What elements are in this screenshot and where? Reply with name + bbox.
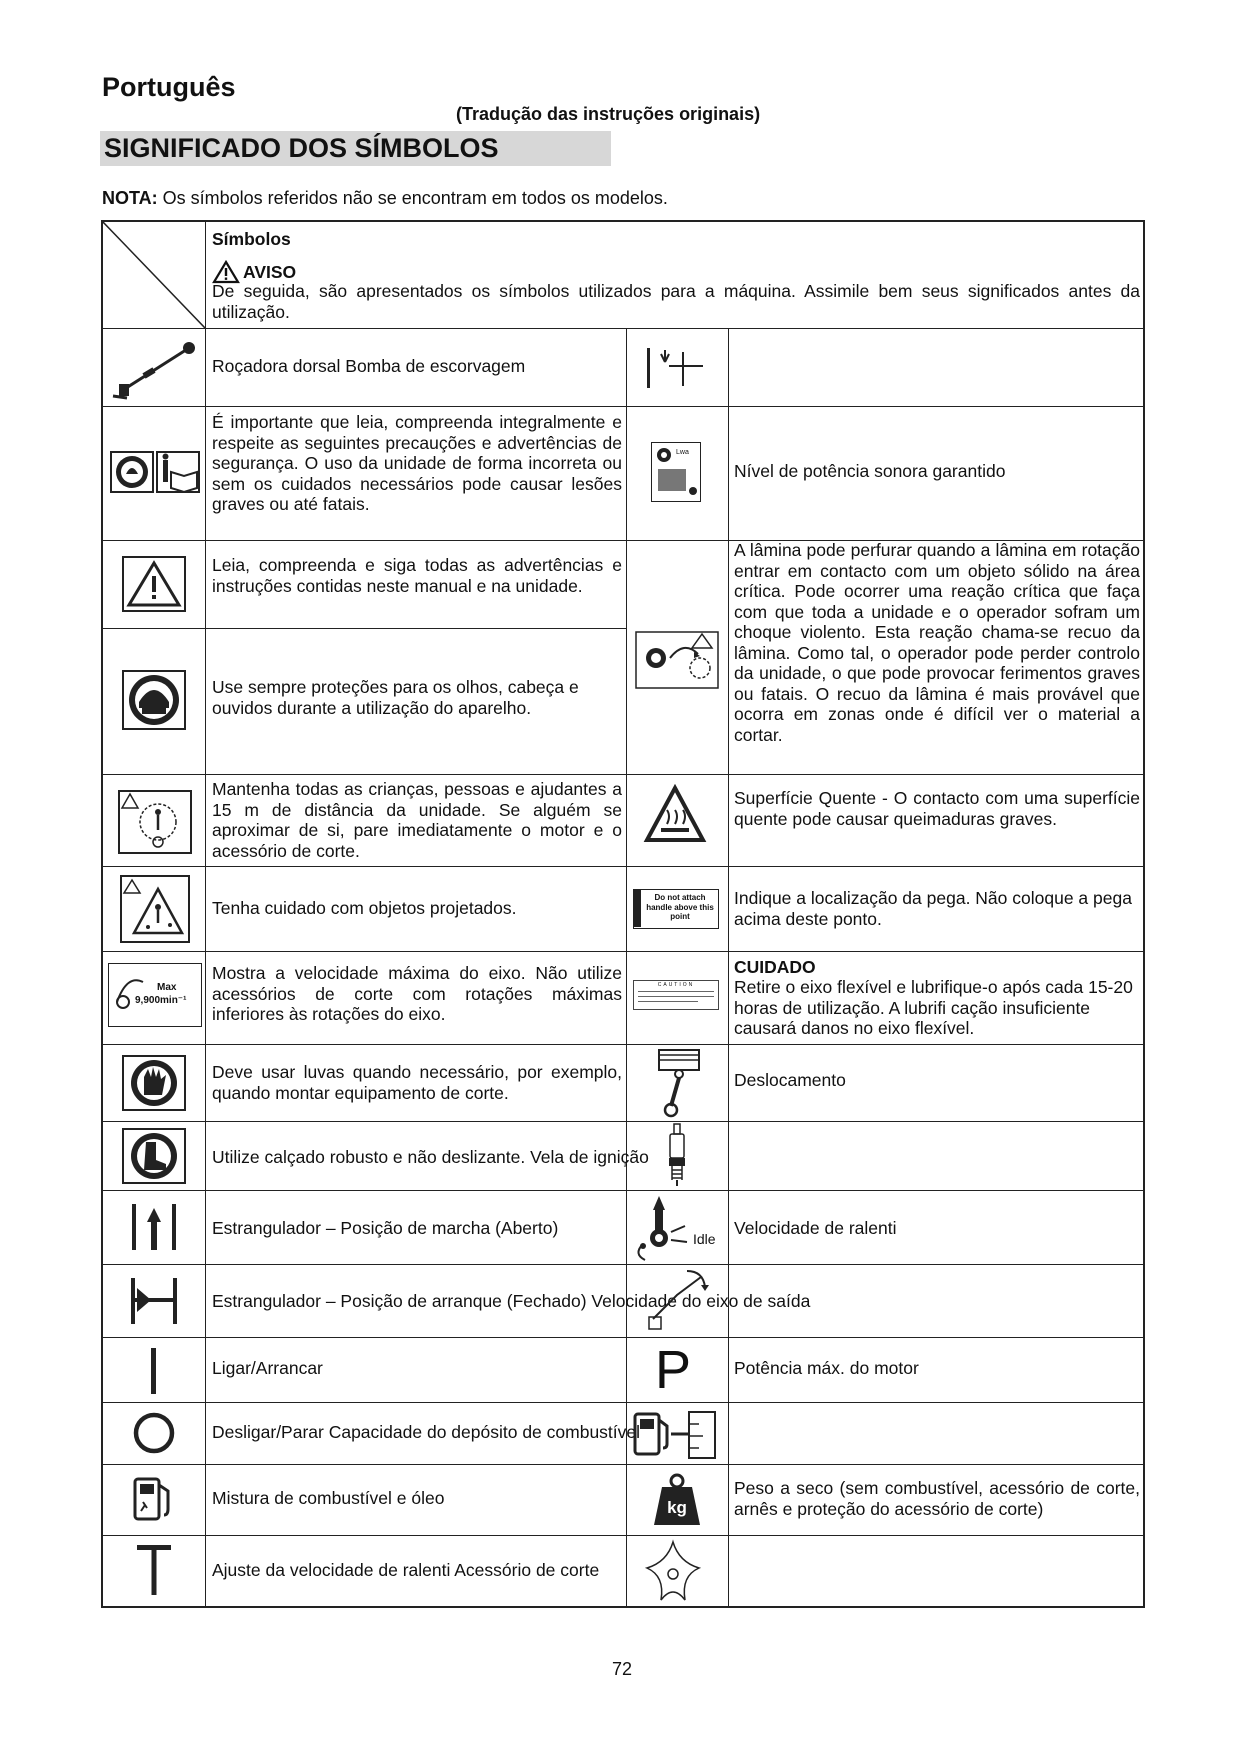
left-text-8: Deve usar luvas quando necessário, por exemplo, quando montar equipamento de corte. — [212, 1062, 622, 1103]
read-manual-icon — [109, 448, 201, 496]
handle-location-icon — [633, 889, 719, 929]
right-caution-label: CUIDADO — [734, 957, 816, 977]
caution-text: CAUTION — [657, 982, 695, 988]
lwa-label: Lwa — [676, 449, 689, 456]
note-label: NOTA: — [102, 188, 158, 208]
sound-level-block — [658, 469, 686, 491]
warning-triangle-icon — [122, 556, 186, 612]
idle-adjust-icon — [134, 1542, 174, 1598]
left-text-14: Mistura de combustível e óleo — [212, 1488, 445, 1508]
keep-distance-icon — [118, 790, 192, 854]
left-text-13: Desligar/Parar Capacidade do depósito de combustível — [212, 1422, 641, 1442]
thrown-objects-icon — [120, 875, 190, 943]
sound-badge-icon — [656, 447, 672, 463]
cutting-disc-icon — [113, 972, 147, 1012]
lubricate-label-icon — [633, 980, 719, 1010]
left-text-10: Estrangulador – Posição de marcha (Aberto) — [212, 1218, 559, 1238]
intro-text: De seguida, são apresentados os símbolos utilizados para a máquina. Assimile bem seus significados antes da utilização. — [212, 281, 1140, 322]
right-text-6: Retire o eixo flexível e lubrifique-o após cada 15-20 horas de utilização. A lubrifi cação insuficiente causará danos no eixo flexível. — [734, 977, 1133, 1038]
weight-kg-label: kg — [667, 1498, 687, 1517]
output-shaft-icon — [647, 1265, 711, 1335]
left-text-6: Tenha cuidado com objetos projetados. — [212, 898, 517, 918]
stop-icon — [132, 1410, 176, 1456]
left-text-3: Leia, compreenda e siga todas as advertências e instruções contidas neste manual e na unidade. — [212, 555, 622, 596]
left-text-9: Utilize calçado robusto e não deslizante. Vela de ignição — [212, 1147, 649, 1167]
left-text-15: Ajuste da velocidade de ralenti Acessório de corte — [212, 1560, 600, 1580]
right-text-4: Superfície Quente - O contacto com uma superfície quente pode causar queimaduras graves. — [734, 788, 1140, 829]
right-text-11: Potência máx. do motor — [734, 1358, 919, 1378]
right-text-3: A lâmina pode perfurar quando a lâmina em rotação entrar em contacto com um objeto sólido na área crítica. Pode ocorrer uma reação crítica que faça com que toda a unidade e o operador sofram um choque violento. Esta reação chama-se recuo da lâmina. Como tal, o operador pode perder controlo da unidade, o que pode provocar ferimentos graves ou fatais. O recuo da lâmina é mais provável que ocorra em zonas onde é difícil ver o material a cortar. — [734, 540, 1140, 745]
start-icon — [147, 1346, 161, 1396]
fuel-tank-capacity-icon — [631, 1408, 721, 1464]
handle-mark — [634, 890, 641, 927]
choke-closed-icon — [129, 1274, 179, 1328]
max-speed-icon — [108, 963, 202, 1027]
dba-icon — [688, 485, 698, 497]
head-protection-icon — [122, 670, 186, 730]
translation-note: (Tradução das instruções originais) — [456, 104, 761, 124]
left-text-2: É importante que leia, compreenda integralmente e respeite as seguintes precauções e advertências de segurança. O uso da unidade de forma incorreta ou sem os cuidados necessários pode causar lesões graves ou até fatais. — [212, 412, 622, 514]
gloves-icon — [122, 1055, 186, 1111]
right-text-7: Deslocamento — [734, 1070, 846, 1090]
page-number: 72 — [612, 1659, 633, 1679]
right-text-2: Nível de potência sonora garantido — [734, 461, 1006, 481]
left-text-5: Mantenha todas as crianças, pessoas e ajudantes a 15 m de distância da unidade. Se alguém se aproximar de si, pare imediatamente o motor e o acessório de corte. — [212, 779, 622, 861]
left-text-4: Use sempre proteções para os olhos, cabeça e ouvidos durante a utilização do aparelho. — [212, 677, 579, 718]
choke-open-icon — [130, 1200, 178, 1254]
left-text-11: Estrangulador – Posição de arranque (Fechado) Velocidade do eixo de saída — [212, 1291, 811, 1311]
kickback-icon — [632, 628, 722, 690]
hot-surface-icon — [643, 784, 707, 846]
note-text: Os símbolos referidos não se encontram em todos os modelos. — [157, 188, 668, 208]
fuel-oil-mix-icon — [132, 1475, 176, 1525]
language-heading: Português — [102, 72, 236, 102]
left-text-12: Ligar/Arrancar — [212, 1358, 323, 1378]
left-text-7: Mostra a velocidade máxima do eixo. Não utilize acessórios de corte com rotações máximas inferiores às rotações do eixo. — [212, 963, 622, 1024]
idle-speed-icon — [629, 1192, 691, 1264]
dry-weight-icon — [652, 1473, 702, 1529]
power-p-icon: P — [655, 1340, 692, 1400]
displacement-icon — [651, 1044, 707, 1120]
right-text-13: Peso a seco (sem combustível, acessório de corte, arnês e proteção do acessório de corte) — [734, 1478, 1140, 1519]
symbols-heading: Símbolos — [212, 229, 291, 249]
cutting-blade-icon — [639, 1538, 707, 1606]
spark-plug-icon — [663, 1122, 691, 1190]
handle-location-label: Do not attach handle above this point — [646, 893, 714, 921]
brushcutter-icon — [109, 338, 199, 400]
right-text-5: Indique a localização da pega. Não coloque a pega acima deste ponto. — [734, 888, 1132, 929]
section-title: SIGNIFICADO DOS SÍMBOLOS — [104, 133, 499, 163]
idle-label: Idle — [693, 1231, 716, 1247]
left-text-1: Roçadora dorsal Bomba de escorvagem — [212, 356, 526, 376]
note-line — [102, 188, 668, 209]
warning-label: AVISO — [243, 261, 297, 282]
sound-power-icon — [651, 442, 701, 502]
boots-icon — [122, 1128, 186, 1184]
header-diagonal — [103, 222, 205, 328]
section-title-bar — [100, 131, 611, 166]
max-label: Max — [157, 982, 177, 993]
right-text-9: Velocidade de ralenti — [734, 1218, 897, 1238]
max-speed-value: 9,900min⁻¹ — [135, 995, 187, 1006]
primer-pump-icon — [643, 342, 711, 392]
symbols-table — [101, 220, 1145, 1608]
